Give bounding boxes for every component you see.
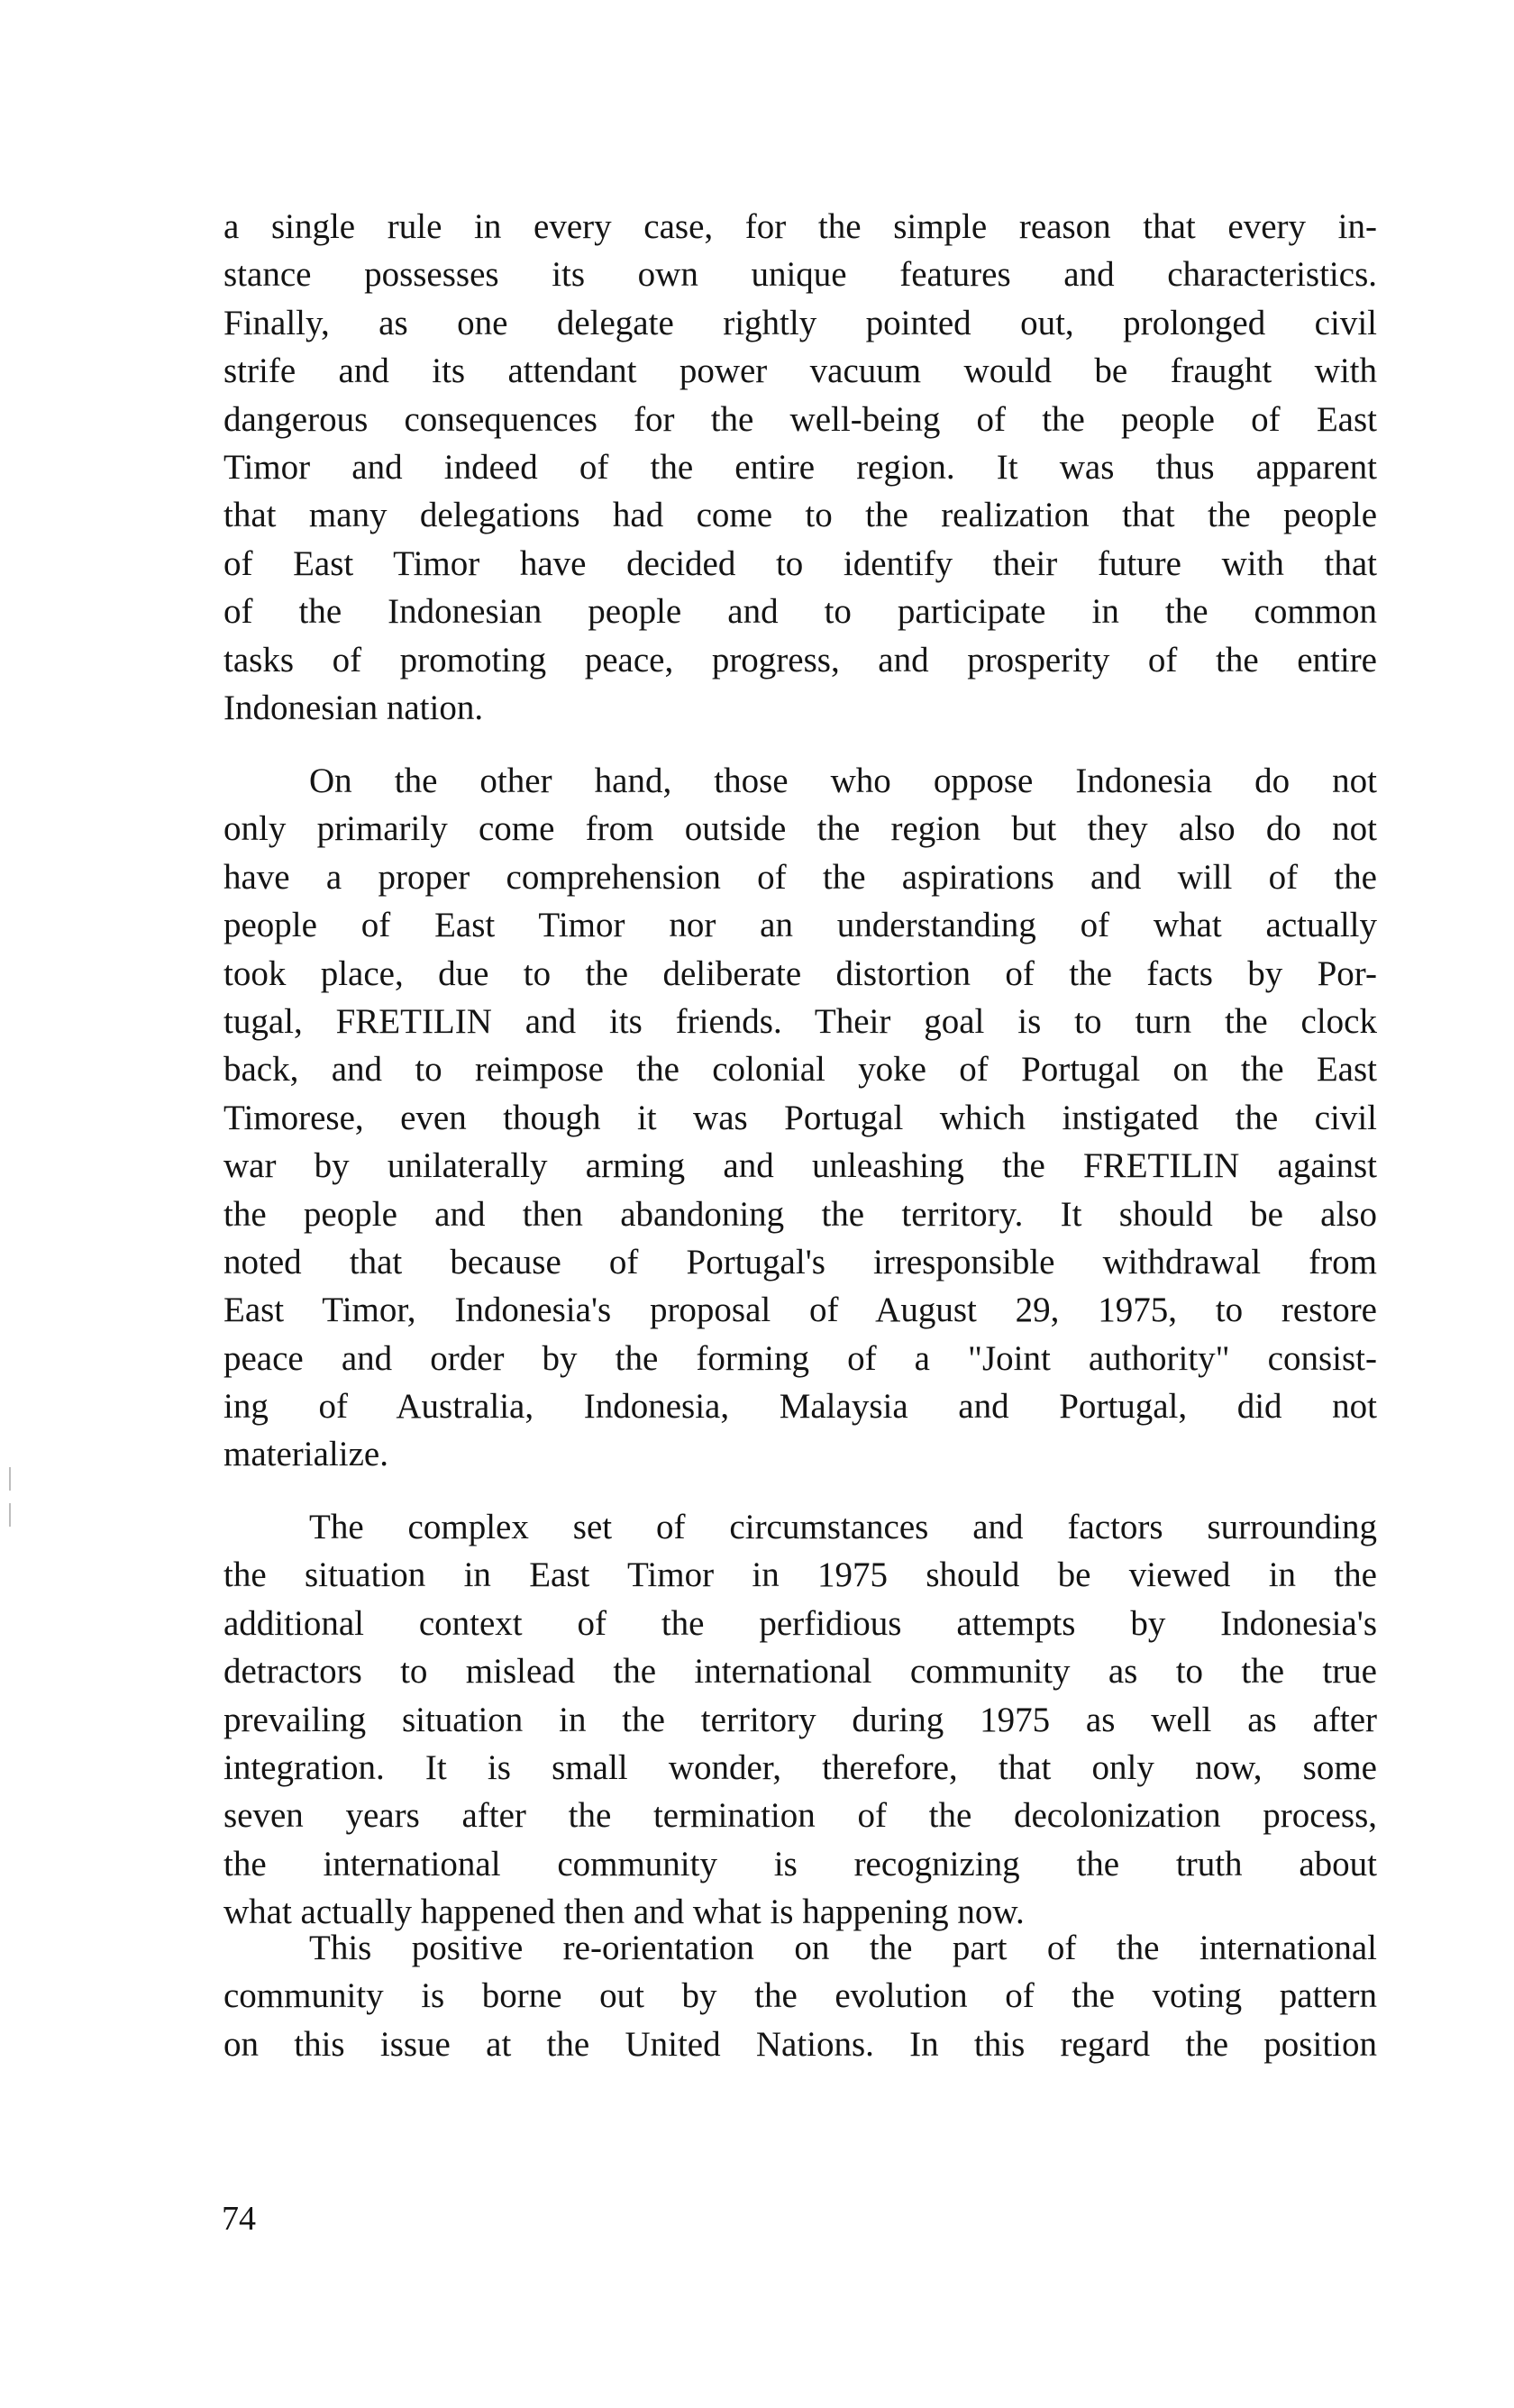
text-line: On the other hand, those who oppose Indonesia do not [309, 762, 1377, 800]
text-line: seven years after the termination of the decolonization process, [223, 1796, 1377, 1836]
text-line: on this issue at the United Nations. In this regard the position [223, 2024, 1377, 2064]
text-line: of the Indonesian people and to participate in the common [223, 592, 1377, 632]
text-line: Timorese, even though it was Portugal which instigated the civil [223, 1098, 1377, 1137]
text-line: noted that because of Portugal's irresponsible withdrawal from [223, 1242, 1377, 1282]
text-line: peace and order by the forming of a "Joint authority" consist- [223, 1338, 1377, 1378]
text-line: what actually happened then and what is happening now. [223, 1893, 1025, 1932]
text-line: have a proper comprehension of the aspirations and will of the [223, 857, 1377, 897]
text-line: strife and its attendant power vacuum would be fraught with [223, 351, 1377, 391]
paragraph-4 [223, 1924, 1377, 2068]
text-line: The complex set of circumstances and factors surrounding [309, 1508, 1377, 1546]
text-line: people of East Timor nor an understanding of what actually [223, 906, 1377, 945]
text-line: tasks of promoting peace, progress, and prosperity of the entire [223, 640, 1377, 680]
text-line: community is borne out by the evolution of the voting pattern [223, 1976, 1377, 2016]
text-line: Indonesian nation. [223, 688, 484, 727]
text-line: Finally, as one delegate rightly pointed out, prolonged civil [223, 303, 1377, 342]
text-line: back, and to reimpose the colonial yoke of Portugal on the East [223, 1050, 1377, 1090]
text-line: materialize. [223, 1435, 388, 1474]
text-line: tugal, FRETILIN and its friends. Their goal is to turn the clock [223, 1001, 1377, 1041]
text-line: the international community is recognizing the truth about [223, 1844, 1377, 1884]
text-line: dangerous consequences for the well-being of the people of East [223, 399, 1377, 439]
text-line: a single rule in every case, for the simple reason that every in- [223, 207, 1377, 246]
text-line: only primarily come from outside the region but they also do not [223, 809, 1377, 849]
scan-edge-mark [9, 1467, 11, 1491]
text-line: that many delegations had come to the realization that the people [223, 496, 1377, 535]
paragraph-3 [223, 1503, 1377, 1937]
page-number: 74 [222, 2200, 256, 2238]
text-line: This positive re-orientation on the part of the international [309, 1929, 1377, 1967]
text-line: prevailing situation in the territory during 1975 as well as after [223, 1700, 1377, 1739]
text-line: the people and then abandoning the territory. It should be also [223, 1194, 1377, 1234]
text-line: took place, due to the deliberate distortion of the facts by Por- [223, 953, 1377, 993]
text-line: detractors to mislead the international community as to the true [223, 1652, 1377, 1692]
text-line: additional context of the perfidious attempts by Indonesia's [223, 1603, 1377, 1643]
text-line: ing of Australia, Indonesia, Malaysia and Portugal, did not [223, 1387, 1377, 1427]
text-line: integration. It is small wonder, therefore, that only now, some [223, 1747, 1377, 1787]
scan-edge-mark [9, 1503, 11, 1527]
text-line: stance possesses its own unique features and characteristics. [223, 255, 1377, 295]
paragraph-2 [223, 757, 1377, 1479]
text-line: East Timor, Indonesia's proposal of August 29, 1975, to restore [223, 1291, 1377, 1330]
text-line: Timor and indeed of the entire region. It was thus apparent [223, 447, 1377, 487]
text-line: of East Timor have decided to identify their future with that [223, 543, 1377, 583]
paragraph-1 [223, 203, 1377, 732]
text-line: the situation in East Timor in 1975 should be viewed in the [223, 1555, 1377, 1595]
text-line: war by unilaterally arming and unleashing the FRETILIN against [223, 1146, 1377, 1186]
